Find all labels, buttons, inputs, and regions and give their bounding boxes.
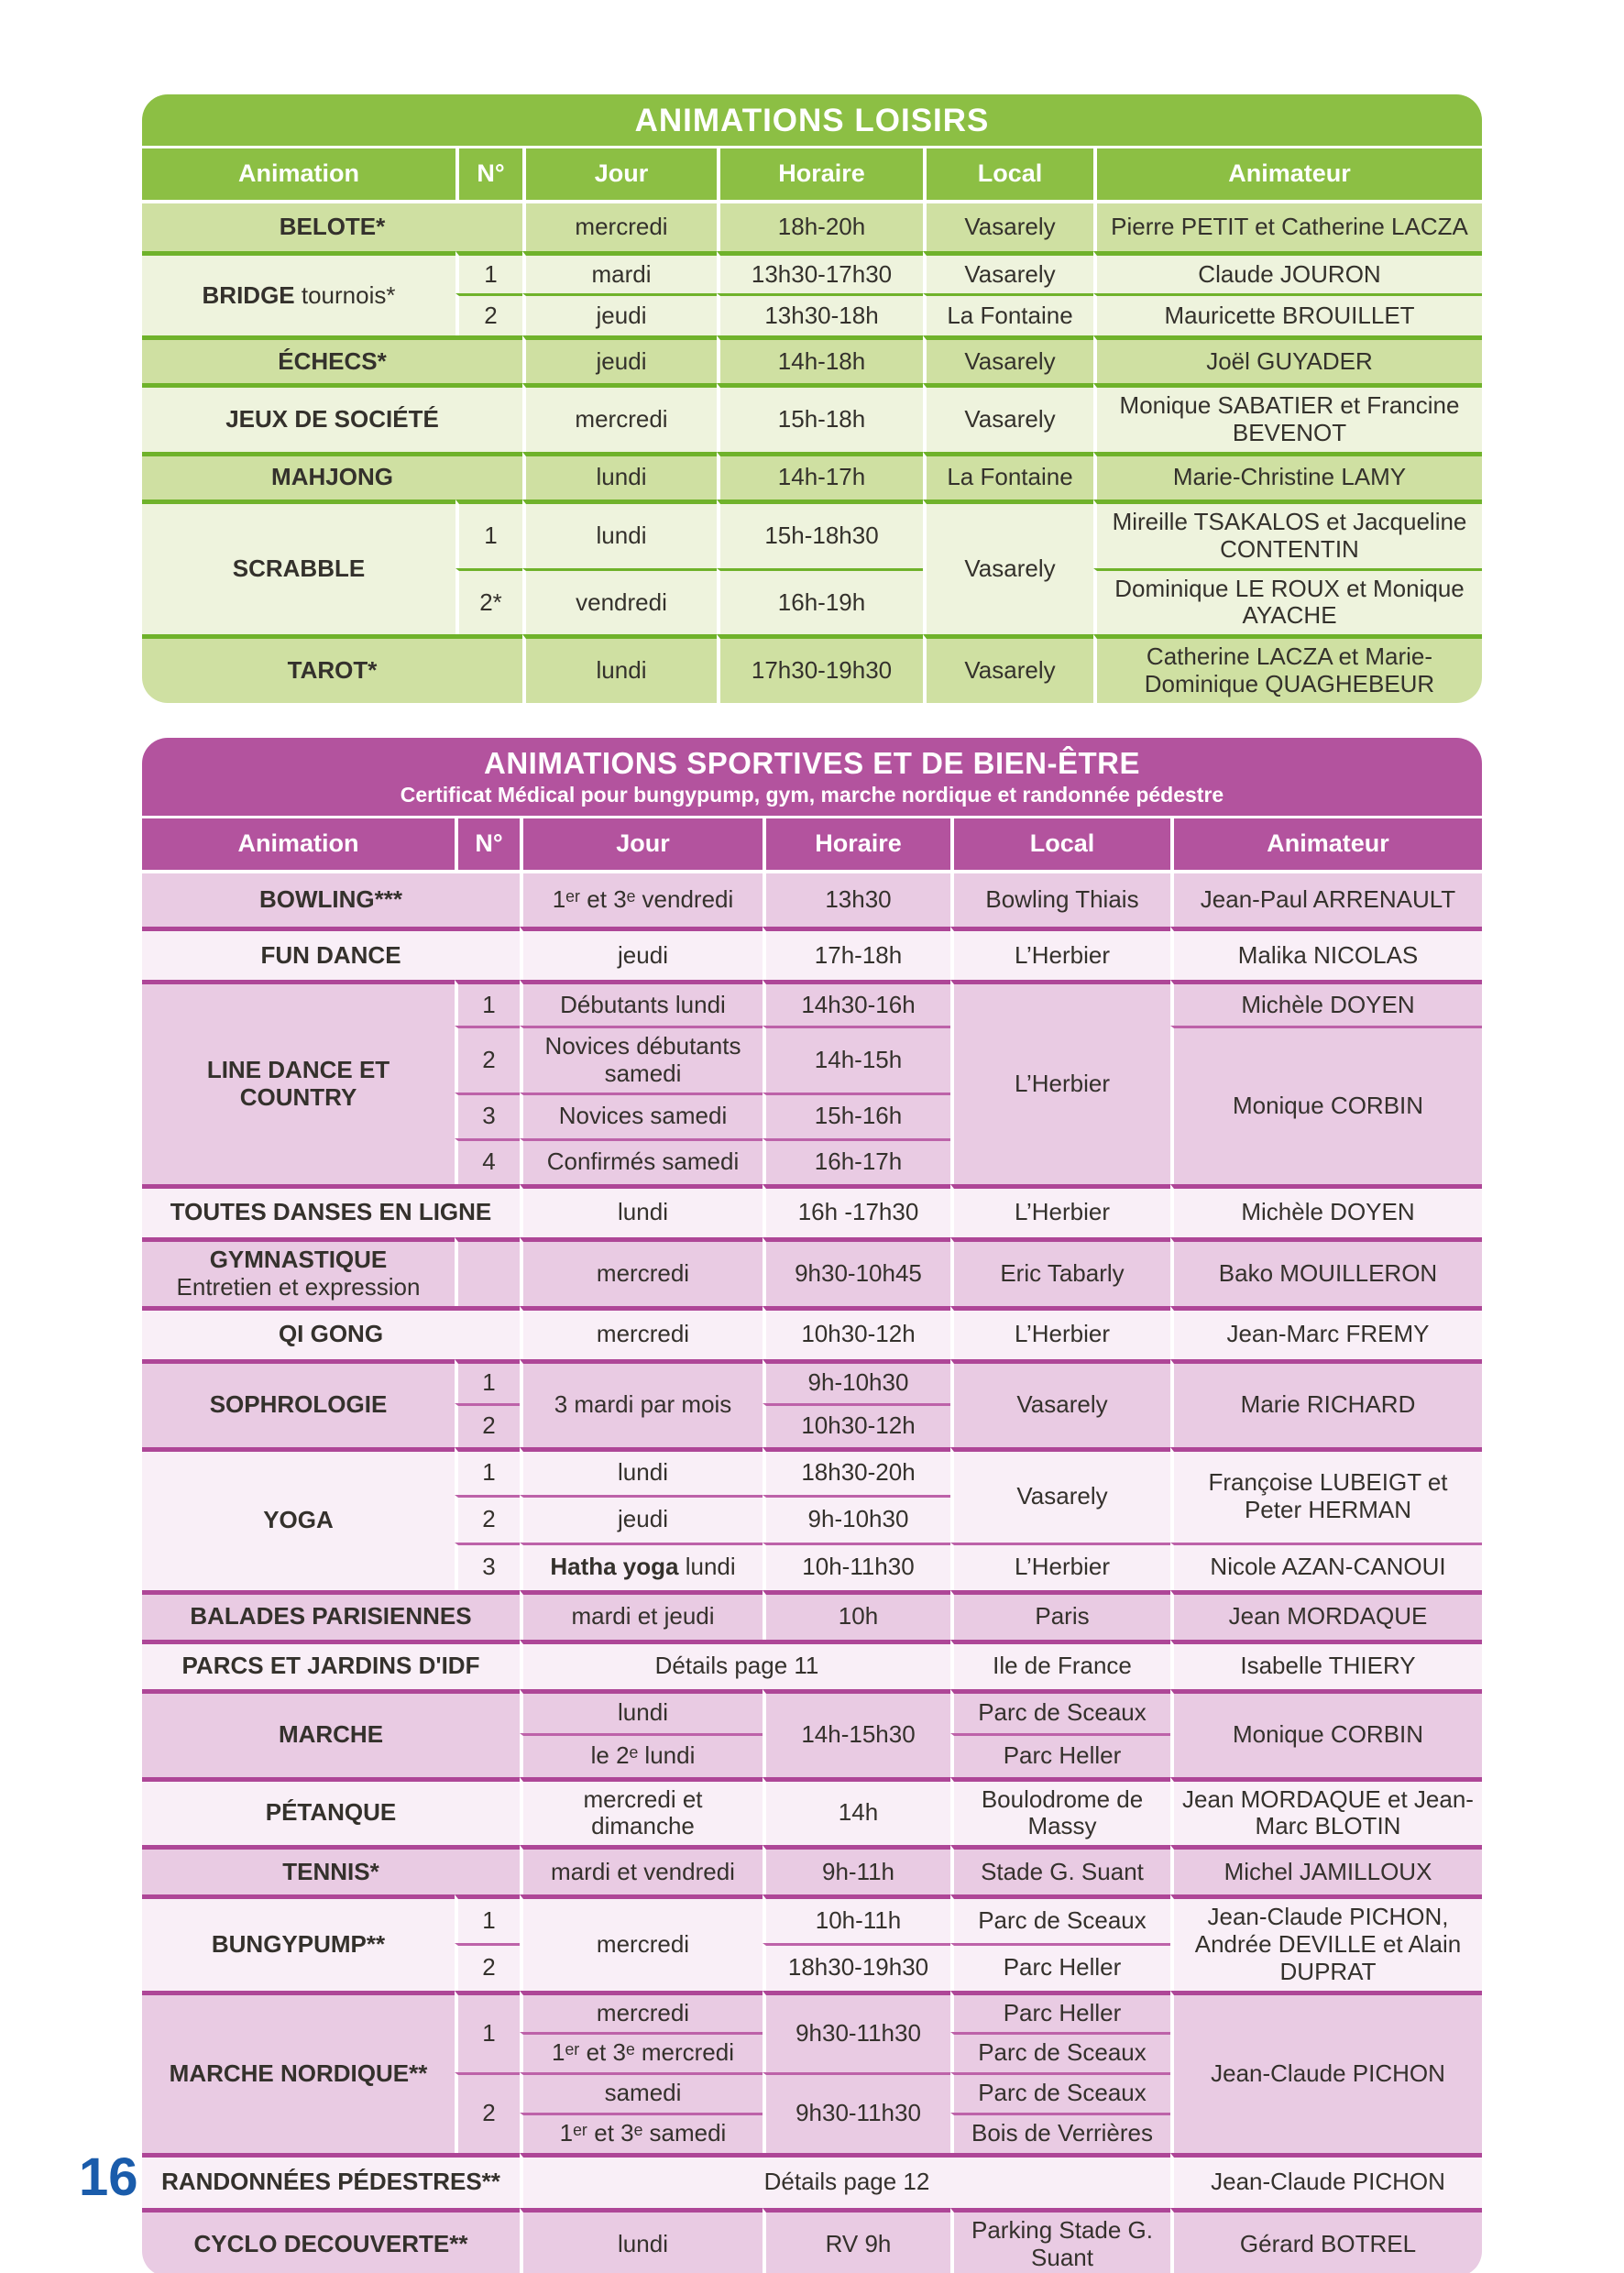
jeux-local: Vasarely [923, 383, 1093, 452]
sportives-title: ANIMATIONS SPORTIVES ET DE BIEN-ÊTRE [484, 746, 1140, 780]
tarot-name: TAROT* [142, 634, 522, 703]
tennis-horaire: 9h-11h [763, 1845, 950, 1894]
yoga-name: YOGA [142, 1447, 455, 1590]
yoga-jour-1: lundi [520, 1447, 763, 1495]
sophrologie-animateur: Marie RICHARD [1170, 1359, 1482, 1447]
mahjong-horaire: 14h-17h [717, 452, 923, 500]
petanque-jour: mercredi et dimanche [520, 1777, 763, 1846]
scrabble-jour-2: vendredi [522, 568, 717, 635]
line-dance-animateur-2: Monique CORBIN [1170, 1026, 1482, 1184]
sportives-col-n: N° [455, 818, 520, 873]
echecs-name: ÉCHECS* [142, 335, 522, 383]
row-fun-dance [142, 927, 1482, 980]
row-tarot [142, 634, 1482, 703]
loisirs-col-n: N° [455, 148, 522, 203]
gymnastique-name: GYMNASTIQUE Entretien et expression [142, 1237, 455, 1306]
marche-horaire: 14h-15h30 [763, 1689, 950, 1777]
gymnastique-n-empty [455, 1237, 520, 1306]
belote-jour: mercredi [522, 203, 717, 251]
balades-jour: mardi et jeudi [520, 1590, 763, 1640]
loisirs-col-animateur: Animateur [1093, 148, 1482, 203]
sportives-title-band [142, 738, 1482, 816]
line-dance-jour-2: Novices débutants samedi [520, 1026, 763, 1093]
bridge-name: BRIDGE tournois* [142, 251, 455, 335]
row-bridge-1 [142, 251, 1482, 293]
marche-nordique-local-2b: Bois de Verrières [950, 2113, 1170, 2153]
row-gymnastique [142, 1237, 1482, 1306]
sportives-col-jour: Jour [520, 818, 763, 873]
bowling-jour: 1ᵉʳ et 3ᵉ vendredi [520, 873, 763, 927]
marche-jour-1: lundi [520, 1689, 763, 1733]
sportives-col-horaire: Horaire [763, 818, 950, 873]
fun-dance-name: FUN DANCE [142, 927, 520, 980]
bridge-animateur-1: Claude JOURON [1093, 251, 1482, 293]
line-dance-animateur-1: Michèle DOYEN [1170, 980, 1482, 1026]
bungypump-animateur: Jean-Claude PICHON, Andrée DEVILLE et Alain DUPRAT [1170, 1894, 1482, 1991]
mahjong-name: MAHJONG [142, 452, 522, 500]
fun-dance-animateur: Malika NICOLAS [1170, 927, 1482, 980]
line-dance-n-3: 3 [455, 1093, 520, 1138]
yoga-n-2: 2 [455, 1495, 520, 1543]
scrabble-local: Vasarely [923, 500, 1093, 635]
loisirs-col-animation: Animation [142, 148, 455, 203]
loisirs-table [142, 94, 1482, 703]
qi-gong-animateur: Jean-Marc FREMY [1170, 1306, 1482, 1359]
toutes-danses-local: L’Herbier [950, 1184, 1170, 1237]
gymnastique-horaire: 9h30-10h45 [763, 1237, 950, 1306]
line-dance-horaire-4: 16h-17h [763, 1138, 950, 1184]
toutes-danses-animateur: Michèle DOYEN [1170, 1184, 1482, 1237]
sportives-header-row [142, 818, 1482, 873]
marche-nordique-jour-2b: 1ᵉʳ et 3ᵉ samedi [520, 2113, 763, 2153]
qi-gong-local: L’Herbier [950, 1306, 1170, 1359]
marche-nordique-horaire-2: 9h30-11h30 [763, 2072, 950, 2153]
echecs-horaire: 14h-18h [717, 335, 923, 383]
line-dance-n-4: 4 [455, 1138, 520, 1184]
scrabble-n-2: 2* [455, 568, 522, 635]
marche-nordique-local-1b: Parc de Sceaux [950, 2032, 1170, 2072]
scrabble-animateur-2: Dominique LE ROUX et Monique AYACHE [1093, 568, 1482, 635]
yoga-animateur-12: Françoise LUBEIGT et Peter HERMAN [1170, 1447, 1482, 1543]
sophrologie-n-2: 2 [455, 1403, 520, 1447]
bridge-local-1: Vasarely [923, 251, 1093, 293]
bridge-local-2: La Fontaine [923, 293, 1093, 335]
row-parcs [142, 1640, 1482, 1689]
belote-local: Vasarely [923, 203, 1093, 251]
row-bungypump-1 [142, 1894, 1482, 1942]
scrabble-jour-1: lundi [522, 500, 717, 568]
scrabble-horaire-1: 15h-18h30 [717, 500, 923, 568]
parcs-name: PARCS ET JARDINS D'IDF [142, 1640, 520, 1689]
bridge-jour-2: jeudi [522, 293, 717, 335]
jeux-jour: mercredi [522, 383, 717, 452]
marche-nordique-jour-1a: mercredi [520, 1991, 763, 2032]
bridge-jour-1: mardi [522, 251, 717, 293]
page-number: 16 [79, 2147, 138, 2207]
row-qi-gong [142, 1306, 1482, 1359]
sportives-col-local: Local [950, 818, 1170, 873]
loisirs-col-jour: Jour [522, 148, 717, 203]
sophrologie-horaire-2: 10h30-12h [763, 1403, 950, 1447]
row-mahjong [142, 452, 1482, 500]
bridge-horaire-1: 13h30-17h30 [717, 251, 923, 293]
tennis-jour: mardi et vendredi [520, 1845, 763, 1894]
row-toutes-danses [142, 1184, 1482, 1237]
row-marche-1 [142, 1689, 1482, 1733]
marche-nordique-n-2: 2 [455, 2072, 520, 2153]
loisirs-title: ANIMATIONS LOISIRS [142, 94, 1482, 146]
line-dance-horaire-2: 14h-15h [763, 1026, 950, 1093]
randonnees-name: RANDONNÉES PÉDESTRES** [142, 2153, 520, 2208]
yoga-local-3: L’Herbier [950, 1543, 1170, 1590]
yoga-jour-2: jeudi [520, 1495, 763, 1543]
belote-horaire: 18h-20h [717, 203, 923, 251]
bridge-n-2: 2 [455, 293, 522, 335]
bungypump-n-2: 2 [455, 1943, 520, 1991]
marche-nordique-local-1a: Parc Heller [950, 1991, 1170, 2032]
bungypump-horaire-2: 18h30-19h30 [763, 1943, 950, 1991]
bowling-animateur: Jean-Paul ARRENAULT [1170, 873, 1482, 927]
marche-nordique-jour-1b: 1ᵉʳ et 3ᵉ mercredi [520, 2032, 763, 2072]
line-dance-local: L’Herbier [950, 980, 1170, 1184]
yoga-horaire-3: 10h-11h30 [763, 1543, 950, 1590]
sportives-grid [142, 818, 1482, 2273]
tarot-animateur: Catherine LACZA et Marie-Dominique QUAGHEBEUR [1093, 634, 1482, 703]
sportives-col-animateur: Animateur [1170, 818, 1482, 873]
scrabble-name: SCRABBLE [142, 500, 455, 635]
marche-nordique-horaire-1: 9h30-11h30 [763, 1991, 950, 2072]
yoga-horaire-2: 9h-10h30 [763, 1495, 950, 1543]
bungypump-local-2: Parc Heller [950, 1943, 1170, 1991]
fun-dance-horaire: 17h-18h [763, 927, 950, 980]
cyclo-local: Parking Stade G. Suant [950, 2208, 1170, 2273]
jeux-name: JEUX DE SOCIÉTÉ [142, 383, 522, 452]
row-randonnees [142, 2153, 1482, 2208]
marche-local-1: Parc de Sceaux [950, 1689, 1170, 1733]
balades-animateur: Jean MORDAQUE [1170, 1590, 1482, 1640]
echecs-animateur: Joël GUYADER [1093, 335, 1482, 383]
mahjong-animateur: Marie-Christine LAMY [1093, 452, 1482, 500]
gymnastique-jour: mercredi [520, 1237, 763, 1306]
bridge-n-1: 1 [455, 251, 522, 293]
bungypump-local-1: Parc de Sceaux [950, 1894, 1170, 1942]
sophrologie-horaire-1: 9h-10h30 [763, 1359, 950, 1403]
parcs-local: Ile de France [950, 1640, 1170, 1689]
bowling-name: BOWLING*** [142, 873, 520, 927]
bridge-horaire-2: 13h30-18h [717, 293, 923, 335]
marche-nordique-n-1: 1 [455, 1991, 520, 2072]
qi-gong-jour: mercredi [520, 1306, 763, 1359]
row-scrabble-1 [142, 500, 1482, 568]
row-echecs [142, 335, 1482, 383]
echecs-local: Vasarely [923, 335, 1093, 383]
tarot-local: Vasarely [923, 634, 1093, 703]
marche-nordique-name: MARCHE NORDIQUE** [142, 1991, 455, 2153]
petanque-name: PÉTANQUE [142, 1777, 520, 1846]
cyclo-animateur: Gérard BOTREL [1170, 2208, 1482, 2273]
bungypump-horaire-1: 10h-11h [763, 1894, 950, 1942]
bungypump-name: BUNGYPUMP** [142, 1894, 455, 1991]
line-dance-horaire-1: 14h30-16h [763, 980, 950, 1026]
tennis-local: Stade G. Suant [950, 1845, 1170, 1894]
petanque-horaire: 14h [763, 1777, 950, 1846]
line-dance-horaire-3: 15h-16h [763, 1093, 950, 1138]
bowling-local: Bowling Thiais [950, 873, 1170, 927]
scrabble-animateur-1: Mireille TSAKALOS et Jacqueline CONTENTIN [1093, 500, 1482, 568]
row-yoga-1 [142, 1447, 1482, 1495]
yoga-n-3: 3 [455, 1543, 520, 1590]
yoga-local-12: Vasarely [950, 1447, 1170, 1543]
marche-name: MARCHE [142, 1689, 520, 1777]
row-tennis [142, 1845, 1482, 1894]
toutes-danses-name: TOUTES DANSES EN LIGNE [142, 1184, 520, 1237]
qi-gong-name: QI GONG [142, 1306, 520, 1359]
loisirs-grid [142, 148, 1482, 703]
sportives-table [142, 738, 1482, 2273]
jeux-horaire: 15h-18h [717, 383, 923, 452]
yoga-animateur-3: Nicole AZAN-CANOUI [1170, 1543, 1482, 1590]
row-bowling [142, 873, 1482, 927]
qi-gong-horaire: 10h30-12h [763, 1306, 950, 1359]
toutes-danses-jour: lundi [520, 1184, 763, 1237]
petanque-local: Boulodrome de Massy [950, 1777, 1170, 1846]
row-sophrologie-1 [142, 1359, 1482, 1403]
sophrologie-name: SOPHROLOGIE [142, 1359, 455, 1447]
loisirs-col-horaire: Horaire [717, 148, 923, 203]
cyclo-name: CYCLO DECOUVERTE** [142, 2208, 520, 2273]
randonnees-details: Détails page 12 [520, 2153, 1170, 2208]
randonnees-animateur: Jean-Claude PICHON [1170, 2153, 1482, 2208]
loisirs-col-local: Local [923, 148, 1093, 203]
marche-animateur: Monique CORBIN [1170, 1689, 1482, 1777]
marche-jour-2: le 2ᵉ lundi [520, 1733, 763, 1777]
jeux-animateur: Monique SABATIER et Francine BEVENOT [1093, 383, 1482, 452]
fun-dance-jour: jeudi [520, 927, 763, 980]
toutes-danses-horaire: 16h -17h30 [763, 1184, 950, 1237]
marche-local-2: Parc Heller [950, 1733, 1170, 1777]
echecs-jour: jeudi [522, 335, 717, 383]
petanque-animateur: Jean MORDAQUE et Jean-Marc BLOTIN [1170, 1777, 1482, 1846]
belote-animateur: Pierre PETIT et Catherine LACZA [1093, 203, 1482, 251]
yoga-jour-3: Hatha yoga lundi [520, 1543, 763, 1590]
bungypump-n-1: 1 [455, 1894, 520, 1942]
bridge-animateur-2: Mauricette BROUILLET [1093, 293, 1482, 335]
marche-nordique-jour-2a: samedi [520, 2072, 763, 2113]
tarot-jour: lundi [522, 634, 717, 703]
sportives-col-animation: Animation [142, 818, 455, 873]
line-dance-n-2: 2 [455, 1026, 520, 1093]
parcs-details: Détails page 11 [520, 1640, 950, 1689]
tennis-name: TENNIS* [142, 1845, 520, 1894]
gymnastique-animateur: Bako MOUILLERON [1170, 1237, 1482, 1306]
scrabble-n-1: 1 [455, 500, 522, 568]
balades-horaire: 10h [763, 1590, 950, 1640]
row-marche-nordique-1 [142, 1991, 1482, 2032]
sophrologie-n-1: 1 [455, 1359, 520, 1403]
sophrologie-local: Vasarely [950, 1359, 1170, 1447]
row-jeux [142, 383, 1482, 452]
mahjong-jour: lundi [522, 452, 717, 500]
marche-nordique-animateur: Jean-Claude PICHON [1170, 1991, 1482, 2153]
row-balades [142, 1590, 1482, 1640]
belote-name: BELOTE* [142, 203, 522, 251]
sportives-subtitle: Certificat Médical pour bungypump, gym, marche nordique et randonnée pédestre [400, 782, 1224, 807]
gymnastique-local: Eric Tabarly [950, 1237, 1170, 1306]
mahjong-local: La Fontaine [923, 452, 1093, 500]
line-dance-name: LINE DANCE ET COUNTRY [142, 980, 455, 1184]
tarot-horaire: 17h30-19h30 [717, 634, 923, 703]
row-belote [142, 203, 1482, 251]
line-dance-jour-3: Novices samedi [520, 1093, 763, 1138]
line-dance-jour-1: Débutants lundi [520, 980, 763, 1026]
row-line-dance-1 [142, 980, 1482, 1026]
bungypump-jour: mercredi [520, 1894, 763, 1991]
marche-nordique-local-2a: Parc de Sceaux [950, 2072, 1170, 2113]
tennis-animateur: Michel JAMILLOUX [1170, 1845, 1482, 1894]
scrabble-horaire-2: 16h-19h [717, 568, 923, 635]
row-cyclo [142, 2208, 1482, 2273]
yoga-horaire-1: 18h30-20h [763, 1447, 950, 1495]
balades-local: Paris [950, 1590, 1170, 1640]
line-dance-n-1: 1 [455, 980, 520, 1026]
fun-dance-local: L’Herbier [950, 927, 1170, 980]
bowling-horaire: 13h30 [763, 873, 950, 927]
line-dance-jour-4: Confirmés samedi [520, 1138, 763, 1184]
balades-name: BALADES PARISIENNES [142, 1590, 520, 1640]
cyclo-jour: lundi [520, 2208, 763, 2273]
loisirs-header-row [142, 148, 1482, 203]
row-petanque [142, 1777, 1482, 1846]
cyclo-horaire: RV 9h [763, 2208, 950, 2273]
parcs-animateur: Isabelle THIERY [1170, 1640, 1482, 1689]
yoga-n-1: 1 [455, 1447, 520, 1495]
sophrologie-jour: 3 mardi par mois [520, 1359, 763, 1447]
